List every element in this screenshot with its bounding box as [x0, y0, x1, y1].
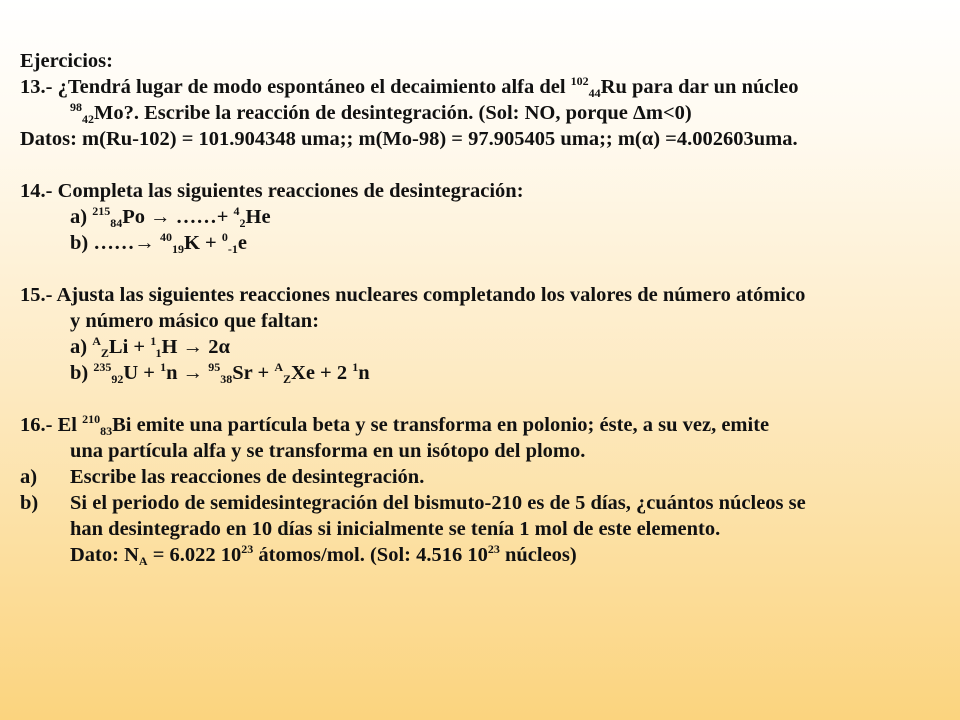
delta-symbol: Δ — [633, 102, 646, 124]
dato-text-d: núcleos) — [499, 544, 577, 566]
he-atomic-number: 2 — [239, 216, 246, 230]
h-atomic-number: 1 — [155, 346, 162, 360]
ex16-b-text-1: Si el periodo de semidesintegración del bismuto-210 es de 5 días, ¿cuántos núcleos se — [70, 492, 806, 514]
li-text: Li + — [108, 336, 151, 358]
exercise-13-line-2 — [20, 100, 945, 126]
ex13-text-a: 13.- ¿Tendrá lugar de modo espontáneo el decaimiento alfa del — [20, 76, 571, 98]
dato-text-c: átomos/mol. (Sol: 4.516 10 — [253, 544, 488, 566]
alpha-symbol: α — [218, 336, 230, 358]
e-symbol: e — [237, 232, 247, 254]
exercise-16-b-line-2 — [20, 516, 945, 542]
exercise-14-a — [20, 204, 945, 230]
ex15-a-label: a) — [70, 336, 93, 358]
bi-mass-number: 210 — [82, 412, 101, 426]
spacer — [20, 386, 945, 412]
heading-text: Ejercicios: — [20, 50, 113, 72]
exercise-text — [20, 48, 945, 568]
heading — [20, 48, 945, 74]
ru-atomic-number: 44 — [588, 86, 601, 100]
ru-symbol: Ru — [600, 76, 627, 98]
po-atomic-number: 84 — [110, 216, 123, 230]
datos-text-a: Datos: m(Ru-102) = 101.904348 uma;; m(Mo-98) = 97.905405 uma;; m( — [20, 128, 642, 150]
n-mass-number: 1 — [160, 360, 167, 374]
ex14-b-label: b) ……→ — [70, 232, 160, 254]
exercise-13-datos — [20, 126, 945, 152]
li-mass-number: A — [92, 334, 101, 348]
ex13-text-c: Mo?. Escribe la reacción de desintegración. (Sol: NO, porque — [94, 102, 634, 124]
sr-text: Sr + — [232, 362, 275, 384]
exercise-15-a — [20, 334, 945, 360]
dato-text-a: Dato: N — [70, 544, 139, 566]
u-text: U + — [123, 362, 161, 384]
n-mass-number: 1 — [352, 360, 359, 374]
exercise-16-b — [20, 490, 945, 516]
ex15-b-label: b) — [70, 362, 94, 384]
li-atomic-number: Z — [100, 346, 109, 360]
xe-text: Xe + 2 — [291, 362, 353, 384]
exercise-15-line-2 — [20, 308, 945, 334]
exercise-16-line-2 — [20, 438, 945, 464]
spacer — [20, 152, 945, 178]
k-atomic-number: 19 — [171, 242, 184, 256]
ex15-text-a: 15.- Ajusta las siguientes reacciones nucleares completando los valores de número atómico — [20, 284, 806, 306]
ex16-text-b: Bi emite una partícula beta y se transforma en polonio; éste, a su vez, emite — [112, 414, 770, 436]
exercise-15-line-1 — [20, 282, 945, 308]
xe-mass-number: A — [274, 360, 283, 374]
n-text: n → — [166, 362, 209, 384]
k-mass-number: 40 — [159, 230, 172, 244]
ex16-b-label: b) — [20, 492, 39, 514]
dato-text-b: = 6.022 10 — [147, 544, 242, 566]
u-mass-number: 235 — [93, 360, 112, 374]
ex14-a-label: a) — [70, 206, 93, 228]
n-symbol: n — [358, 362, 370, 384]
e-charge-number: -1 — [227, 242, 238, 256]
he-symbol: He — [245, 206, 271, 228]
sr-mass-number: 95 — [208, 360, 221, 374]
exponent: 23 — [487, 542, 500, 556]
ex16-a-text: Escribe las reacciones de desintegración. — [70, 466, 425, 488]
exercise-16-a — [20, 464, 945, 490]
sr-atomic-number: 38 — [220, 372, 233, 386]
avogadro-subscript: A — [138, 554, 148, 568]
exercise-16-dato — [20, 542, 945, 568]
exercise-15-b — [20, 360, 945, 386]
h-mass-number: 1 — [150, 334, 156, 348]
po-mass-number: 215 — [92, 204, 111, 218]
xe-atomic-number: Z — [283, 372, 292, 386]
he-mass-number: 4 — [233, 204, 240, 218]
spacer — [20, 256, 945, 282]
ex16-text-a: 16.- El — [20, 414, 83, 436]
ru-mass-number: 102 — [570, 74, 589, 88]
ex13-text-b: para dar un núcleo — [626, 76, 799, 98]
h-text: H → 2 — [161, 336, 219, 358]
datos-text-b: ) =4.002603uma. — [653, 128, 798, 150]
u-atomic-number: 92 — [111, 372, 124, 386]
ex16-b-text-2: han desintegrado en 10 días si inicialmente se tenía 1 mol de este elemento. — [70, 518, 721, 540]
bi-atomic-number: 83 — [100, 424, 113, 438]
e-mass-number: 0 — [221, 230, 228, 244]
ex13-text-d: m<0) — [645, 102, 692, 124]
exercise-14-b — [20, 230, 945, 256]
ex15-text-b: y número másico que faltan: — [70, 310, 320, 332]
ex16-text-c: una partícula alfa y se transforma en un isótopo del plomo. — [70, 440, 586, 462]
po-text: Po → ……+ — [122, 206, 234, 228]
mo-mass-number: 98 — [70, 100, 82, 114]
k-text: K + — [183, 232, 222, 254]
ex16-a-label: a) — [20, 466, 38, 488]
mo-atomic-number: 42 — [82, 112, 94, 126]
exercise-14-title — [20, 178, 945, 204]
exercise-13-line-1 — [20, 74, 945, 100]
exponent: 23 — [241, 542, 254, 556]
alpha-symbol: α — [641, 128, 654, 150]
exercise-16-line-1 — [20, 412, 945, 438]
ex14-title-text: 14.- Completa las siguientes reacciones de desintegración: — [20, 180, 524, 202]
